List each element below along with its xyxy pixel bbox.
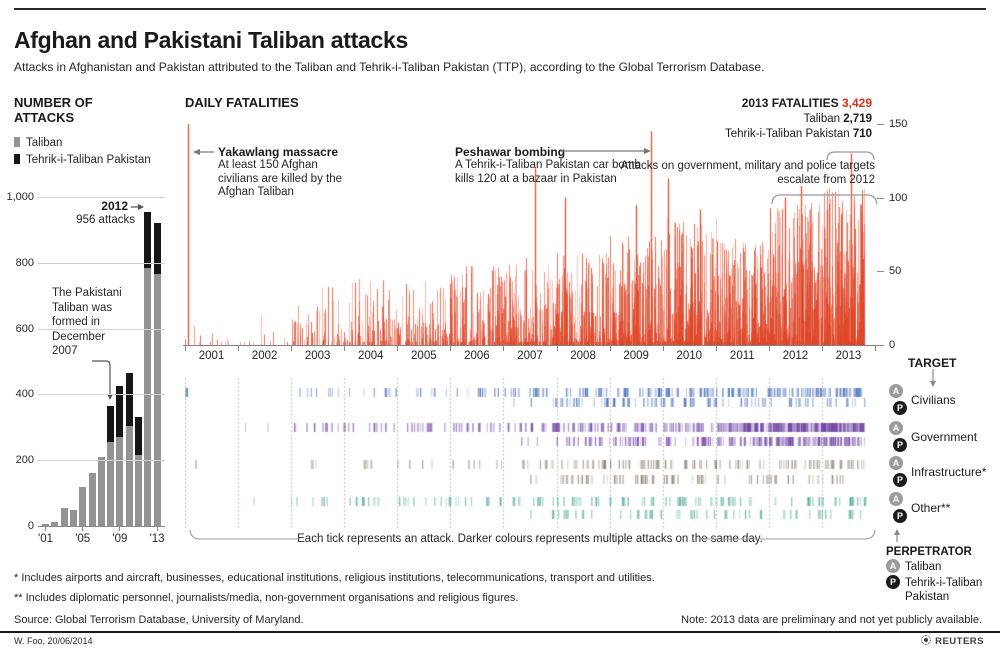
yakawlang-body: At least 150 Afghan civilians are killed by the Afghan Taliban	[218, 159, 343, 198]
peshawar-title: Peshawar bombing	[455, 145, 566, 159]
attacks-x-tick-label: '13	[149, 533, 165, 545]
annotation-escalate: Attacks on government, military and police targets escalate from 2012	[620, 160, 875, 186]
attacks-x-tick-label: '05	[75, 533, 91, 545]
fatalities-year-label: 2002	[251, 350, 278, 362]
bar-taliban-2012	[144, 268, 151, 526]
fatalities-year-label: 2004	[357, 350, 384, 362]
page-title: Afghan and Pakistani Taliban attacks	[14, 27, 408, 53]
bar-ttp-2013	[154, 223, 161, 274]
bar-ttp-2010	[126, 373, 133, 426]
footnote-other: ** Includes diplomatic personnel, journalists/media, non-government organisations and religious figures.	[14, 592, 519, 604]
attacks-gridline	[38, 263, 165, 264]
annotation-yakawlang	[218, 145, 346, 200]
bar-taliban-2008	[107, 442, 114, 526]
fatalities-year-label: 2009	[623, 350, 649, 362]
annotation-2013-fatalities	[725, 96, 872, 143]
attacks-y-tick-label: 200	[15, 454, 34, 467]
bar-taliban-2013	[154, 274, 161, 526]
attacks-y-tick-label: 600	[15, 322, 34, 335]
fatalities-y-tick	[877, 124, 884, 125]
fatalities-year-label: 2013	[835, 350, 862, 362]
fatalities-ttp-label: Tehrik-i-Taliban Pakistan	[724, 128, 850, 140]
fatalities-year-label: 2001	[198, 350, 225, 362]
bar-taliban-2011	[135, 455, 142, 526]
fatalities-year-label: 2007	[517, 350, 543, 362]
target-label-civilians: Civilians	[911, 393, 956, 407]
target-p-badge: P	[893, 401, 907, 415]
bar-ttp-2012	[144, 212, 151, 268]
target-label-other: Other**	[911, 501, 951, 515]
fatalities-y-tick-label: 0	[889, 339, 896, 351]
fatalities-y-tick	[877, 198, 884, 199]
fatalities-total: 3,429	[841, 96, 872, 110]
fatalities-year-label: 2006	[464, 350, 490, 362]
fatalities-taliban-value: 2,719	[843, 112, 872, 125]
attacks-gridline	[38, 394, 165, 395]
x-axis-line	[183, 345, 879, 346]
credit-line: W. Foo, 20/06/2014	[14, 636, 93, 646]
fatalities-x-tick	[875, 345, 876, 351]
fatalities-year-label: 2012	[782, 350, 809, 362]
attacks-y-tick-label: 1,000	[6, 191, 34, 203]
target-p-badge: P	[893, 438, 907, 452]
fatalities-y-tick-label: 150	[889, 118, 908, 130]
peshawar-body: A Tehrik-i-Taliban Pakistan car bomb kills 120 at a bazaar in Pakistan	[455, 159, 641, 185]
legend-item-ttp: Tehrik-i-Taliban Pakistan	[14, 154, 151, 166]
perpetrator-a-label: Taliban	[905, 561, 942, 573]
fatalities-y-tick	[877, 345, 884, 346]
attacks-y-tick-label: 800	[15, 256, 34, 269]
perpetrator-a-badge: A	[886, 559, 900, 573]
perpetrator-p-label: Tehrik-i-Taliban Pakistan	[905, 577, 983, 603]
daily-fatalities-title: DAILY FATALITIES	[185, 95, 299, 110]
bar-ttp-2011	[135, 417, 142, 455]
attacks-chart-title: NUMBER OF ATTACKS	[14, 95, 93, 125]
target-arrowhead-icon	[930, 381, 936, 387]
source-line: Source: Global Terrorism Database, University of Maryland.	[14, 614, 304, 626]
annotation-2012: 2012	[101, 199, 128, 213]
bar-taliban-2003	[61, 508, 68, 526]
attacks-x-tick	[157, 526, 158, 531]
target-label-government: Government	[911, 430, 978, 444]
target-legend-title: TARGET	[908, 356, 957, 370]
target-a-badge: A	[889, 456, 903, 470]
attacks-gridline	[38, 460, 165, 461]
target-a-badge: A	[889, 421, 903, 435]
bar-taliban-2009	[116, 437, 123, 526]
attacks-y-tick-label: 400	[15, 388, 34, 401]
target-a-badge: A	[889, 492, 903, 506]
annotation-956-attacks: 956 attacks	[76, 214, 135, 226]
bottom-rule	[0, 631, 1000, 633]
attacks-x-tick-label: '09	[112, 533, 128, 545]
annotation-ttp-formed: The Pakistani Taliban was formed in December 2007	[52, 286, 132, 359]
fatalities-ttp-value: 710	[852, 128, 872, 140]
attacks-y-tick-label: 0	[27, 520, 34, 532]
bar-ttp-2008	[107, 406, 114, 442]
fatalities-year-label: 2005	[411, 350, 437, 362]
fatalities-y-tick-label: 50	[889, 265, 902, 278]
attacks-gridline	[38, 526, 165, 527]
target-label-infrastructure: Infrastructure*	[911, 465, 987, 479]
target-strip-canvas	[185, 378, 875, 530]
bar-taliban-2007	[98, 457, 105, 526]
perpetrator-arrowhead-icon	[894, 529, 900, 535]
reuters-globe-icon	[921, 635, 931, 645]
fatalities-y-tick	[877, 271, 884, 272]
perpetrator-p-badge: P	[886, 575, 900, 589]
bar-taliban-2005	[79, 487, 86, 526]
yakawlang-title: Yakawlang massacre	[218, 145, 339, 159]
fatalities-year-label: 2011	[729, 350, 755, 362]
attacks-x-tick-label: '01	[38, 533, 53, 545]
attacks-bar-chart	[40, 197, 165, 526]
bar-taliban-2004	[70, 510, 77, 526]
legend-item-taliban: Taliban	[14, 137, 62, 149]
taliban-swatch-icon	[14, 137, 20, 147]
note-line: Note: 2013 data are preliminary and not yet publicly available.	[681, 614, 982, 626]
bar-taliban-2006	[89, 473, 96, 526]
top-rule	[14, 8, 986, 10]
attacks-x-tick	[119, 526, 120, 531]
target-a-badge: A	[889, 384, 903, 398]
ttp-swatch-icon	[14, 154, 20, 164]
fatalities-label: 2013 FATALITIES	[741, 96, 839, 110]
bar-taliban-2010	[126, 426, 133, 526]
target-p-badge: P	[893, 473, 907, 487]
perpetrator-legend-title: PERPETRATOR	[886, 546, 972, 558]
attacks-gridline	[38, 197, 165, 198]
fatalities-year-label: 2003	[304, 350, 331, 362]
page-subtitle: Attacks in Afghanistan and Pakistan attributed to the Taliban and Tehrik-i-Taliban Pakistan (TTP), according to the Global Terrorism Database.	[14, 60, 765, 74]
attacks-gridline	[38, 329, 165, 330]
attacks-x-tick	[45, 526, 46, 531]
attacks-x-tick	[82, 526, 83, 531]
fatalities-taliban-label: Taliban	[803, 112, 841, 125]
fatalities-year-label: 2008	[570, 350, 596, 362]
fatalities-year-label: 2010	[676, 350, 703, 362]
footnote-infrastructure: * Includes airports and aircraft, businesses, educational institutions, religious institutions, telecommunications, transport and utilities.	[14, 572, 655, 584]
reuters-logo: REUTERS	[921, 635, 984, 647]
fatalities-y-tick-label: 100	[889, 191, 908, 204]
target-p-badge: P	[893, 509, 907, 523]
strip-caption: Each tick represents an attack. Darker colours represents multiple attacks on the same day.	[297, 533, 763, 545]
